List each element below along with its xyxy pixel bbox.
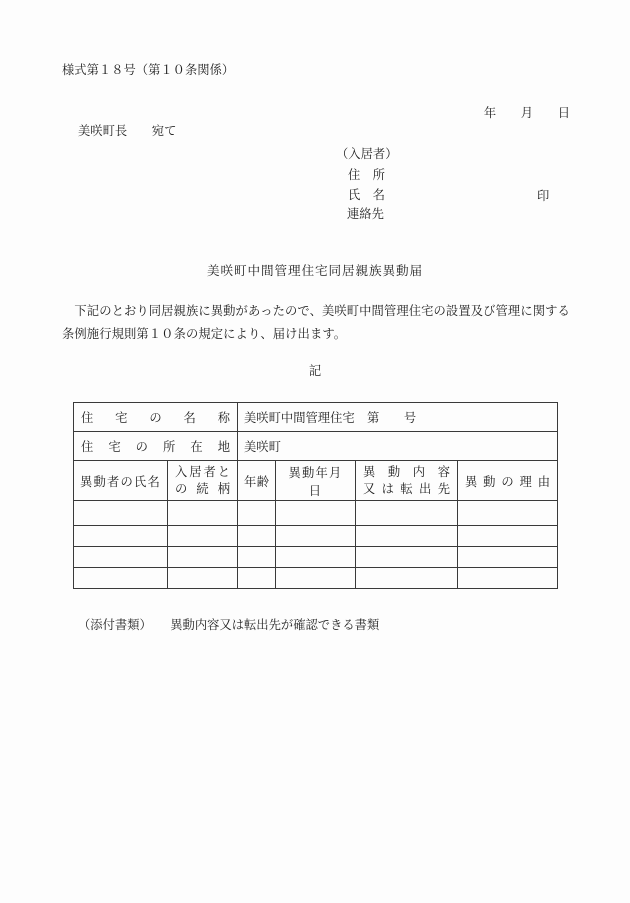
empty-row [74,568,558,589]
addressee-line: 美咲町長 宛て [78,124,177,138]
empty-cell [356,547,458,568]
header-person-name: 異動者の氏名 [74,461,168,501]
empty-row [74,526,558,547]
attachment-note: （添付書類） 異動内容又は転出先が確認できる書類 [78,618,380,632]
header-relationship [168,461,238,501]
resident-address-label: 住 所 [348,168,385,182]
empty-cell [458,568,558,589]
header-change-content-line1: 異動内容 [363,465,450,479]
record-marker: 記 [308,364,322,378]
empty-cell [168,526,238,547]
empty-cell [238,501,276,526]
empty-row [74,501,558,526]
empty-cell [276,568,356,589]
empty-cell [276,526,356,547]
table-header-row [74,461,558,501]
empty-cell [74,547,168,568]
housing-name-value: 美咲町中間管理住宅 第 号 [238,403,558,432]
empty-cell [458,547,558,568]
empty-cell [238,526,276,547]
date-line: 年 月 日 [483,106,570,120]
header-change-date: 異動年月日 [276,461,356,501]
empty-cell [276,501,356,526]
housing-location-value: 美咲町 [238,432,558,461]
seal-mark: 印 [537,189,550,203]
header-reason: 異動の理由 [458,461,558,501]
empty-cell [356,526,458,547]
housing-location-row [74,432,558,461]
header-relationship-line1: 入居者と [175,465,230,479]
empty-cell [238,547,276,568]
empty-cell [74,526,168,547]
empty-cell [458,501,558,526]
change-table-body [74,403,558,589]
empty-cell [458,526,558,547]
empty-cell [238,568,276,589]
empty-cell [168,547,238,568]
empty-cell [356,501,458,526]
body-paragraph-line-1: 下記のとおり同居親族に異動があったので、美咲町中間管理住宅の設置及び管理に関する [62,304,570,318]
empty-cell [276,547,356,568]
header-age: 年齢 [238,461,276,501]
form-number: 様式第１８号（第１０条関係） [62,63,235,77]
resident-name-label: 氏 名 [348,188,385,202]
header-relationship-line2: の続柄 [175,481,230,496]
empty-row [74,547,558,568]
body-paragraph-line-2: 条例施行規則第１０条の規定により、届け出ます。 [62,327,347,341]
empty-cell [74,501,168,526]
resident-contact-label: 連絡先 [347,207,384,221]
header-change-content [356,461,458,501]
empty-cell [356,568,458,589]
housing-name-label: 住宅の名称 [74,403,238,432]
document-title: 美咲町中間管理住宅同居親族異動届 [207,264,423,278]
empty-cell [74,568,168,589]
resident-heading: （入居者） [336,147,398,161]
housing-name-row [74,403,558,432]
housing-location-label: 住宅の所在地 [74,432,238,461]
header-change-content-line2: 又は転出先 [363,481,450,496]
change-table [73,402,558,589]
empty-cell [168,568,238,589]
empty-cell [168,501,238,526]
